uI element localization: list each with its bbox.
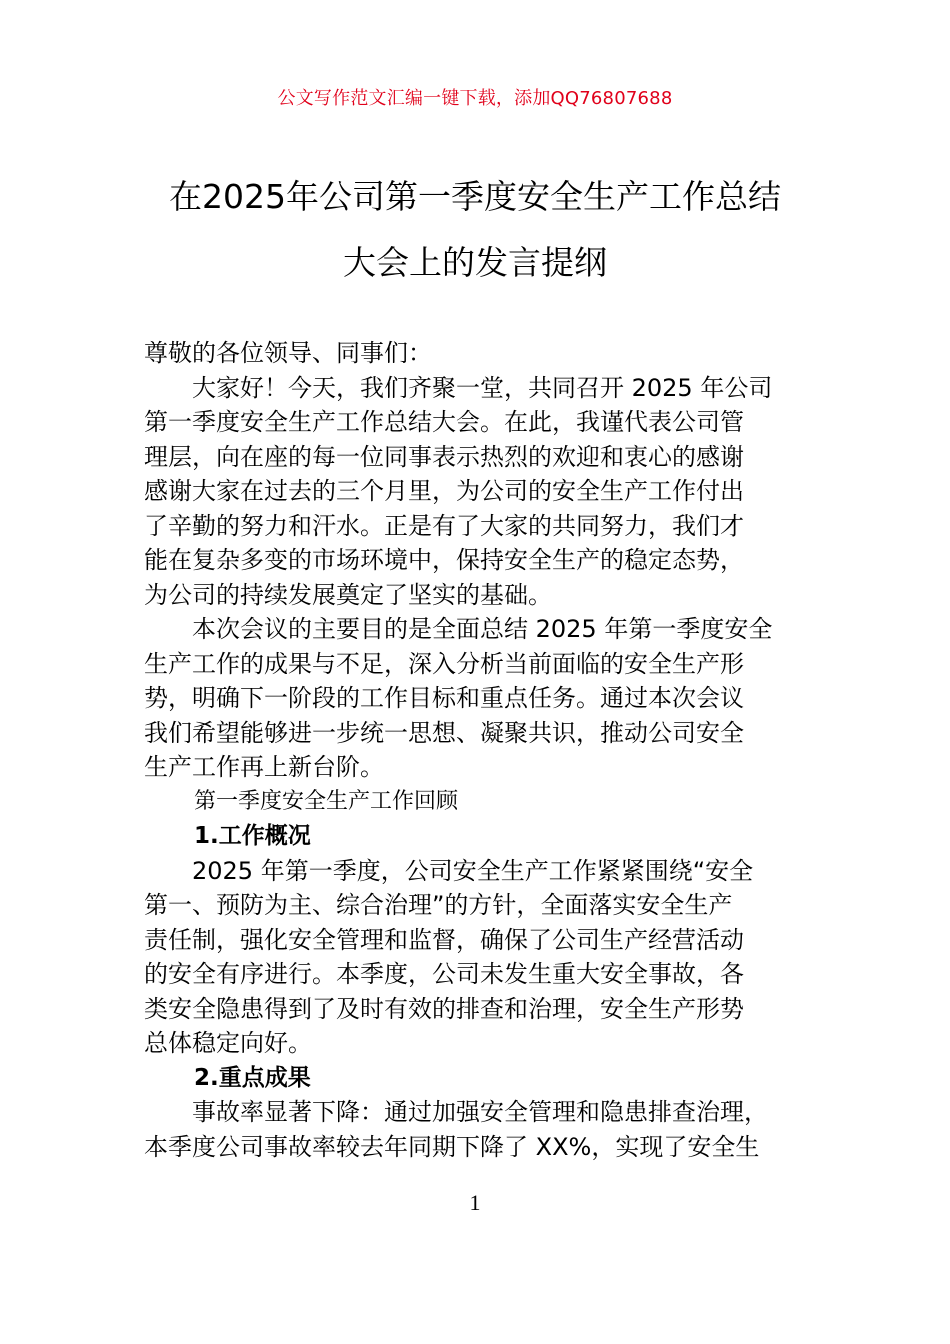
document-title-line-2: 大会上的发言提纲: [343, 243, 607, 282]
body-line: 尊敬的各位领导、同事们：: [144, 339, 432, 367]
section-heading: 1.工作概况: [194, 823, 311, 849]
body-line: 总体稳定向好。: [144, 1029, 312, 1057]
body-line: 了辛勤的努力和汗水。正是有了大家的共同努力，我们才: [144, 511, 744, 540]
body-line: 第一季度安全生产工作总结大会。在此，我谨代表公司管: [144, 408, 744, 436]
header-ad-text[interactable]: 公文写作范文汇编一键下载，添加QQ76807688: [277, 88, 673, 109]
body-line: 感谢大家在过去的三个月里，为公司的安全生产工作付出: [144, 477, 744, 505]
body-line: 第一、预防为主、综合治理”的方针，全面落实安全生产: [144, 891, 733, 919]
body-line: 生产工作的成果与不足，深入分析当前面临的安全生产形: [144, 649, 744, 678]
body-line: 类安全隐患得到了及时有效的排查和治理，安全生产形势: [144, 994, 744, 1023]
body-line: 势，明确下一阶段的工作目标和重点任务。通过本次会议: [144, 684, 744, 712]
body-line: 2025 年第一季度，公司安全生产工作紧紧围绕“安全: [192, 856, 754, 885]
body-line: 大家好！今天，我们齐聚一堂，共同召开 2025 年公司: [192, 373, 773, 402]
body-line: 本次会议的主要目的是全面总结 2025 年第一季度安全: [192, 615, 773, 643]
section-heading: 2.重点成果: [194, 1064, 311, 1091]
body-line: 责任制，强化安全管理和监督，确保了公司生产经营活动: [144, 925, 744, 954]
body-line: 理层，向在座的每一位同事表示热烈的欢迎和衷心的感谢: [144, 442, 744, 471]
body-line: 我们希望能够进一步统一思想、凝聚共识，推动公司安全: [144, 718, 744, 747]
body-line: 事故率显著下降：通过加强安全管理和隐患排查治理，: [192, 1098, 768, 1126]
page-number: 1: [469, 1190, 481, 1215]
document-body: [144, 336, 809, 1164]
body-line: 生产工作再上新台阶。: [144, 753, 384, 781]
document-title-line-1: 在2025年公司第一季度安全生产工作总结: [169, 177, 781, 216]
body-line: 本季度公司事故率较去年同期下降了 XX%，实现了安全生: [144, 1132, 760, 1161]
body-line: 能在复杂多变的市场环境中，保持安全生产的稳定态势，: [144, 546, 744, 574]
section-subtitle: 第一季度安全生产工作回顾: [194, 788, 459, 814]
body-line: 为公司的持续发展奠定了坚实的基础。: [144, 580, 552, 609]
body-line: 的安全有序进行。本季度，公司未发生重大安全事故，各: [144, 960, 744, 988]
